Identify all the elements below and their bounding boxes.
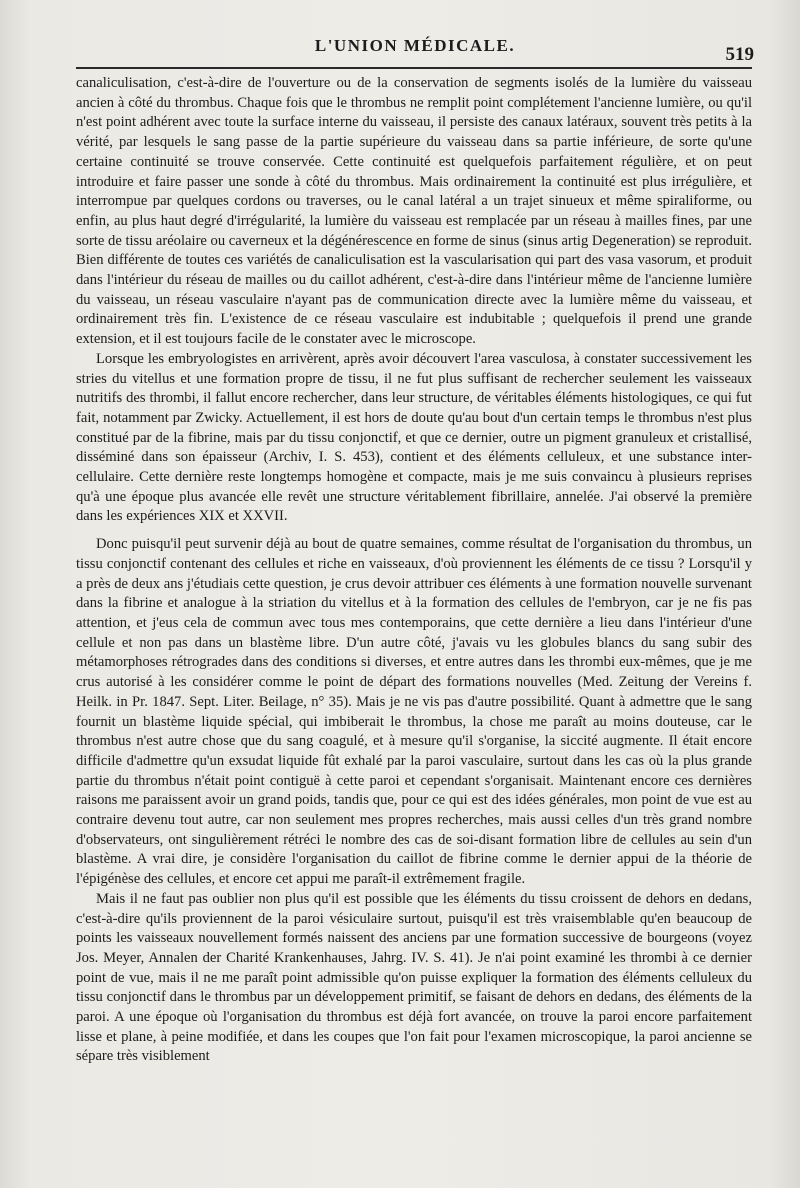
header-rule xyxy=(76,67,752,69)
page-header xyxy=(76,34,754,64)
paragraph-3: Donc puisqu'il peut survenir déjà au bout de quatre semaines, comme résultat de l'organisation du thrombus, un tissu conjonctif contenant des cellules et riche en vaisseaux, d'où proviennent les éléments de ce tissu ? Lorsqu'il y a près de deux ans j'étudiais cette question, je crus devoir attribuer ces éléments à une formation nouvelle survenant dans la fibrine et analogue à la striation du vitellus et à la formation des cellules de l'embryon, car je ne fis pas attention, et j'eus cela de commun avec tous mes contemporains, que cette dernière a lieu dans l'intérieur d'une cellule et non pas dans un blastème libre. D'un autre côté, j'avais vu les globules blancs du sang subir des métamorphoses rétrogrades dans des conditions si diverses, et entre autres dans les thrombi eux-mêmes, que je me crus autorisé à les considérer comme le point de départ des formations nouvelles (Med. Zeitung der Vereins f. Heilk. in Pr. 1847. Sept. Liter. Beilage, n° 35). Mais je ne vis pas d'autre possibilité. Quant à admettre que le sang fournit un blastème liquide spécial, qui imbiberait le thrombus, la chose me paraît au moins douteuse, car le thrombus n'est autre chose que du sang coagulé, et à mesure qu'il s'organise, la siccité augmente. Il était encore difficile d'admettre qu'un exsudat liquide fût exhalé par la paroi vasculaire, surtout dans les cas où la plus grande partie du thrombus n'était point contiguë à cette paroi et cependant s'organisait. Maintenant encore ces dernières raisons me paraissent avoir un grand poids, tandis que, pour ce qui est des idées générales, mon point de vue est au contraire devenu tout autre, car non seulement mes propres recherches, mais aussi celles d'un très grand nombre d'observateurs, ont singulièrement rétréci le nombre des cas de soi-disant formation libre de cellules au sein d'un blastème. A vrai dire, je considère l'organisation du caillot de fibrine comme le dernier appui de la théorie de l'épigénèse des cellules, et encore cet appui me paraît-il extrêmement fragile. xyxy=(76,536,752,888)
body-text xyxy=(76,74,752,1067)
paragraph-4: Mais il ne faut pas oublier non plus qu'il est possible que les éléments du tissu croissent de dehors en dedans, c'est-à-dire qu'ils proviennent de la paroi vésiculaire surtout, puisqu'il est très vraisemblable qu'en beaucoup de points les vaisseaux nouvellement formés naissent des anciens par une formation successive de bourgeons (voyez Jos. Meyer, Annalen der Charité Krankenhauses, Jahrg. IV. S. 41). Je n'ai point examiné les thrombi à ce dernier point de vue, mais il ne me paraît point admissible qu'on puisse expliquer la formation des éléments celluleux du tissu conjonctif dans le thrombus par un développement primitif, se faisant de dehors en dedans, des éléments de la paroi. A une époque où l'organisation du thrombus est déjà fort avancée, on trouve la paroi encore parfaitement lisse et plane, à peine modifiée, et dans les coupes que l'on fait pour l'examen microscopique, la paroi ancienne se sépare très visiblement xyxy=(76,890,752,1065)
paragraph-1: canaliculisation, c'est-à-dire de l'ouverture ou de la conservation de segments isolés de la lumière du vaisseau ancien à côté du thrombus. Chaque fois que le thrombus ne remplit point complétement l'ancienne lumière, ou qu'il n'est point adhérent avec toute la surface interne du vaisseau, il persiste des canaux latéraux, souvent très petits à la vérité, par lesquels le sang passe de la partie supérieure du vaisseau dans sa partie inférieure, de sorte qu'une certaine continuité se trouve conservée. Cette continuité est quelquefois parfaitement régulière, et on peut introduire et faire passer une sonde à côté du thrombus. Mais ordinairement la continuité est plus irrégulière, et interrompue par quelques cordons ou traverses, ou le canal latéral a un trajet sinueux et même spiraliforme, ou enfin, au plus haut degré d'irrégularité, la lumière du vaisseau est remplacée par un réseau à mailles fines, par une sorte de tissu aréolaire ou caverneux et la dégénérescence en forme de sinus (sinus artig Degeneration) se reproduit. Bien différente de toutes ces variétés de canaliculisation est la vascularisation qui part des vasa vasorum, et produit dans l'intérieur du réseau de mailles ou du caillot adhérent, c'est-à-dire dans l'intérieur même de l'ancienne lumière du vaisseau, un réseau vasculaire n'ayant pas de communication directe avec la lumière même du vaisseau, et ordinairement très fin. L'existence de ce réseau vasculaire est indubitable ; quelquefois il prend une grande extension, et il est toujours facile de le constater avec le microscope. xyxy=(76,75,752,348)
paragraph-2: Lorsque les embryologistes en arrivèrent, après avoir découvert l'area vasculosa, à constater successivement les stries du vitellus et une formation propre de tissu, il ne fut plus suffisant de rechercher seulement les vaisseaux nutritifs des thrombi, il fallut encore rechercher, dans leur structure, de véritables éléments histologiques, ce qui fut fait, notamment par Zwicky. Actuellement, il est hors de doute qu'au bout d'un certain temps le thrombus n'est plus constitué par de la fibrine, mais par du tissu conjonctif, et que ce dernier, outre un pigment granuleux et cristallisé, disséminé dans son épaisseur (Archiv, I. S. 453), contient et des éléments celluleux, et une substance inter-cellulaire. Cette dernière reste longtemps homogène et compacte, mais je me suis convaincu à plusieurs reprises qu'à une époque plus avancée elle revêt une structure véritablement fibrillaire, annelée. J'ai observé la première dans les expériences XIX et XXVII. xyxy=(76,350,752,525)
page-number: 519 xyxy=(725,44,754,65)
running-title: L'UNION MÉDICALE. xyxy=(314,36,516,55)
